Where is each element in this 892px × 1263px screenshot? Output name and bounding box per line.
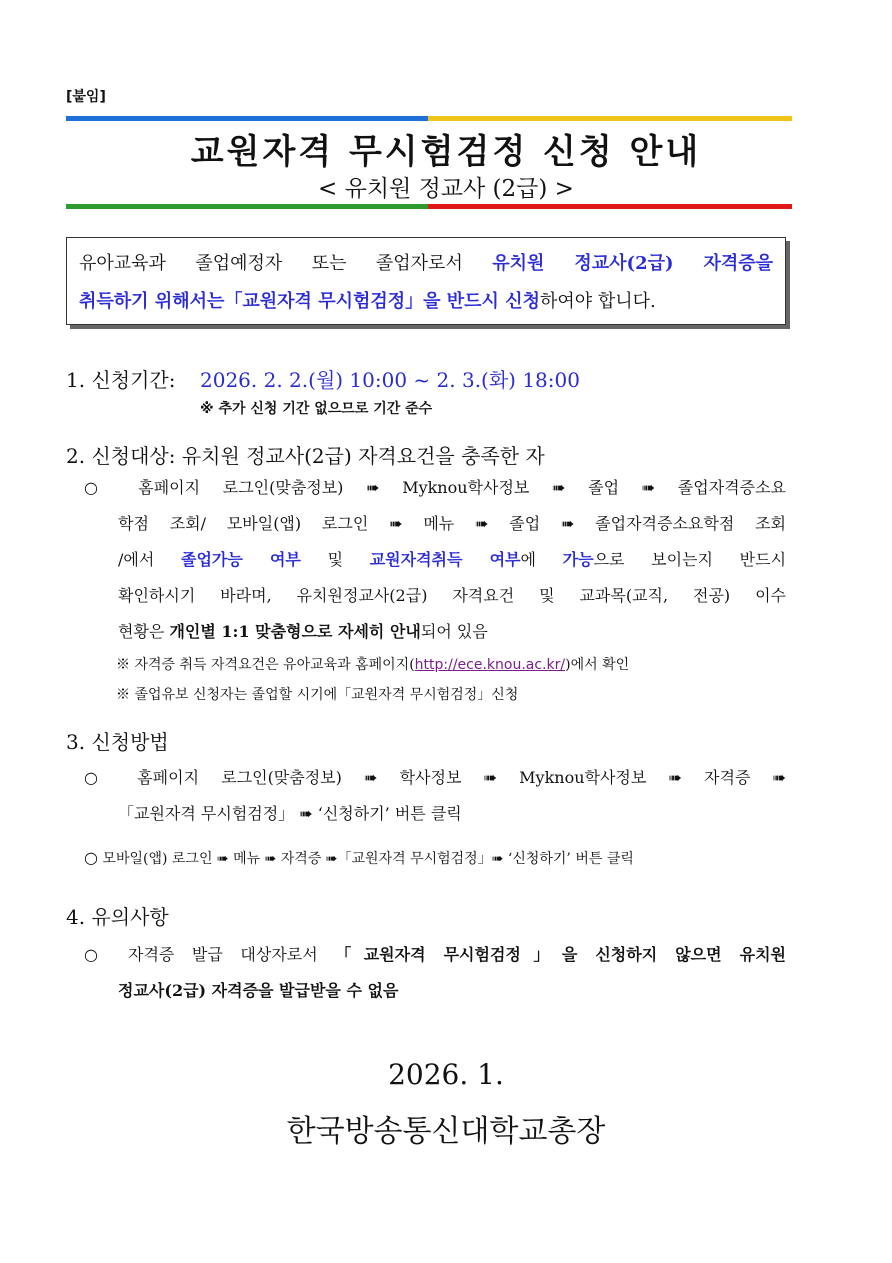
bottom-bar-green (66, 204, 428, 209)
section-3-heading: 3. 신청방법 (66, 730, 169, 754)
s2-text: /에서 (118, 550, 181, 569)
bottom-bar-red (428, 204, 792, 209)
s3-b1-line-2 (84, 796, 786, 832)
note-text: ※ 졸업유보 신청자는 졸업할 시기에「교원자격 무시험검정」신청 (116, 687, 519, 703)
top-bar-yellow (428, 116, 792, 121)
section-2-heading (66, 440, 545, 469)
s4-bold: 정교사(2급) 자격증을 발급받을 수 없음 (118, 981, 399, 1000)
s3-text: 홈페이지 로그인(맞춤정보) ➠ 학사정보 ➠ Myknou학사정보 ➠ 자격증 ➠ (137, 768, 786, 787)
s2-note-2 (84, 680, 786, 710)
s4-line-1 (84, 937, 786, 973)
attachment-label: [붙임] (66, 89, 106, 105)
s4-text: 자격증 발급 대상자로서 (128, 945, 336, 964)
s4-bold: 「교원자격 무시험검정」을 신청하지 않으면 유치원 (335, 945, 786, 964)
section-4-body (84, 937, 786, 1009)
application-period: 2026. 2. 2.(월) 10:00 ~ 2. 3.(화) 18:00 (200, 368, 580, 392)
circle-bullet-icon: ○ (84, 768, 116, 787)
s2-text: 되어 있음 (420, 622, 488, 641)
notice-text: 하여야 합니다. (540, 291, 656, 312)
s3-text: 모바일(앱) 로그인 ➠ 메뉴 ➠ 자격증 ➠「교원자격 무시험검정」➠ ‘신청하기’ 버튼 클릭 (102, 851, 634, 867)
s2-line-4 (84, 578, 786, 614)
s2-text: 현황은 (118, 622, 170, 641)
s2-text: 확인하시기 바라며, 유치원정교사(2급) 자격요건 및 교과목(교직, 전공) 이수 (118, 586, 786, 605)
section-2-target: 유치원 정교사(2급) 자격요건을 충족한 자 (181, 444, 545, 468)
note-text: )에서 확인 (565, 657, 630, 673)
s2-bold: 개인별 1:1 맞춤형으로 자세히 안내 (169, 622, 421, 641)
top-bar-blue (66, 116, 428, 121)
notice-line-2 (79, 283, 773, 321)
notice-highlight: 취득하기 위해서는「교원자격 무시험검정」을 반드시 신청 (79, 291, 540, 312)
s2-text: 학점 조회/ 모바일(앱) 로그인 ➠ 메뉴 ➠ 졸업 ➠ 졸업자격증소요학점 조회 (118, 514, 786, 533)
circle-bullet-icon: ○ (84, 945, 111, 964)
section-4-heading: 4. 유의사항 (66, 905, 169, 929)
section-3-body (84, 760, 786, 876)
page-subtitle: < 유치원 정교사 (2급) > (318, 176, 574, 202)
s3-b1-line-1 (84, 760, 786, 796)
s2-highlight: 교원자격취득 여부 (369, 550, 521, 569)
s2-line-1 (84, 470, 786, 506)
s2-text: 및 (300, 550, 370, 569)
s3-b2-line (84, 840, 786, 876)
s2-text: 에 (520, 550, 563, 569)
circle-bullet-icon: ○ (84, 848, 98, 867)
note-text: ※ 자격증 취득 자격요건은 유아교육과 홈페이지( (116, 657, 415, 673)
s2-line-2 (84, 506, 786, 542)
period-note: ※ 추가 신청 기간 없으므로 기간 준수 (200, 401, 433, 417)
s4-line-2 (84, 973, 786, 1009)
s2-text: 홈페이지 로그인(맞춤정보) ➠ Myknou학사정보 ➠ 졸업 ➠ 졸업자격증소요 (138, 478, 787, 497)
page-title: 교원자격 무시험검정 신청 안내 (190, 132, 702, 172)
section-1-heading: 1. 신청기간: (66, 368, 176, 392)
s2-highlight: 가능 (562, 550, 594, 569)
issuer-name: 한국방송통신대학교총장 (286, 1114, 606, 1149)
dept-homepage-link[interactable]: http://ece.knou.ac.kr/ (414, 657, 566, 673)
s2-highlight: 졸업가능 여부 (180, 550, 301, 569)
notice-text: 유아교육과 졸업예정자 또는 졸업자로서 (79, 253, 493, 274)
s2-line-3 (84, 542, 786, 578)
s2-line-5 (84, 614, 786, 650)
s2-text: 으로 보이는지 반드시 (593, 550, 787, 569)
notice-highlight: 유치원 정교사(2급) 자격증을 (492, 253, 774, 274)
circle-bullet-icon: ○ (84, 478, 116, 497)
notice-box (66, 237, 786, 325)
section-2-number: 2. 신청대상: (66, 444, 182, 468)
notice-line-1 (79, 245, 773, 283)
s3-text: 「교원자격 무시험검정」 ➠ ‘신청하기’ 버튼 클릭 (118, 804, 462, 823)
s2-note-1 (84, 650, 786, 680)
issue-date: 2026. 1. (388, 1058, 504, 1091)
section-2-body (84, 470, 786, 710)
